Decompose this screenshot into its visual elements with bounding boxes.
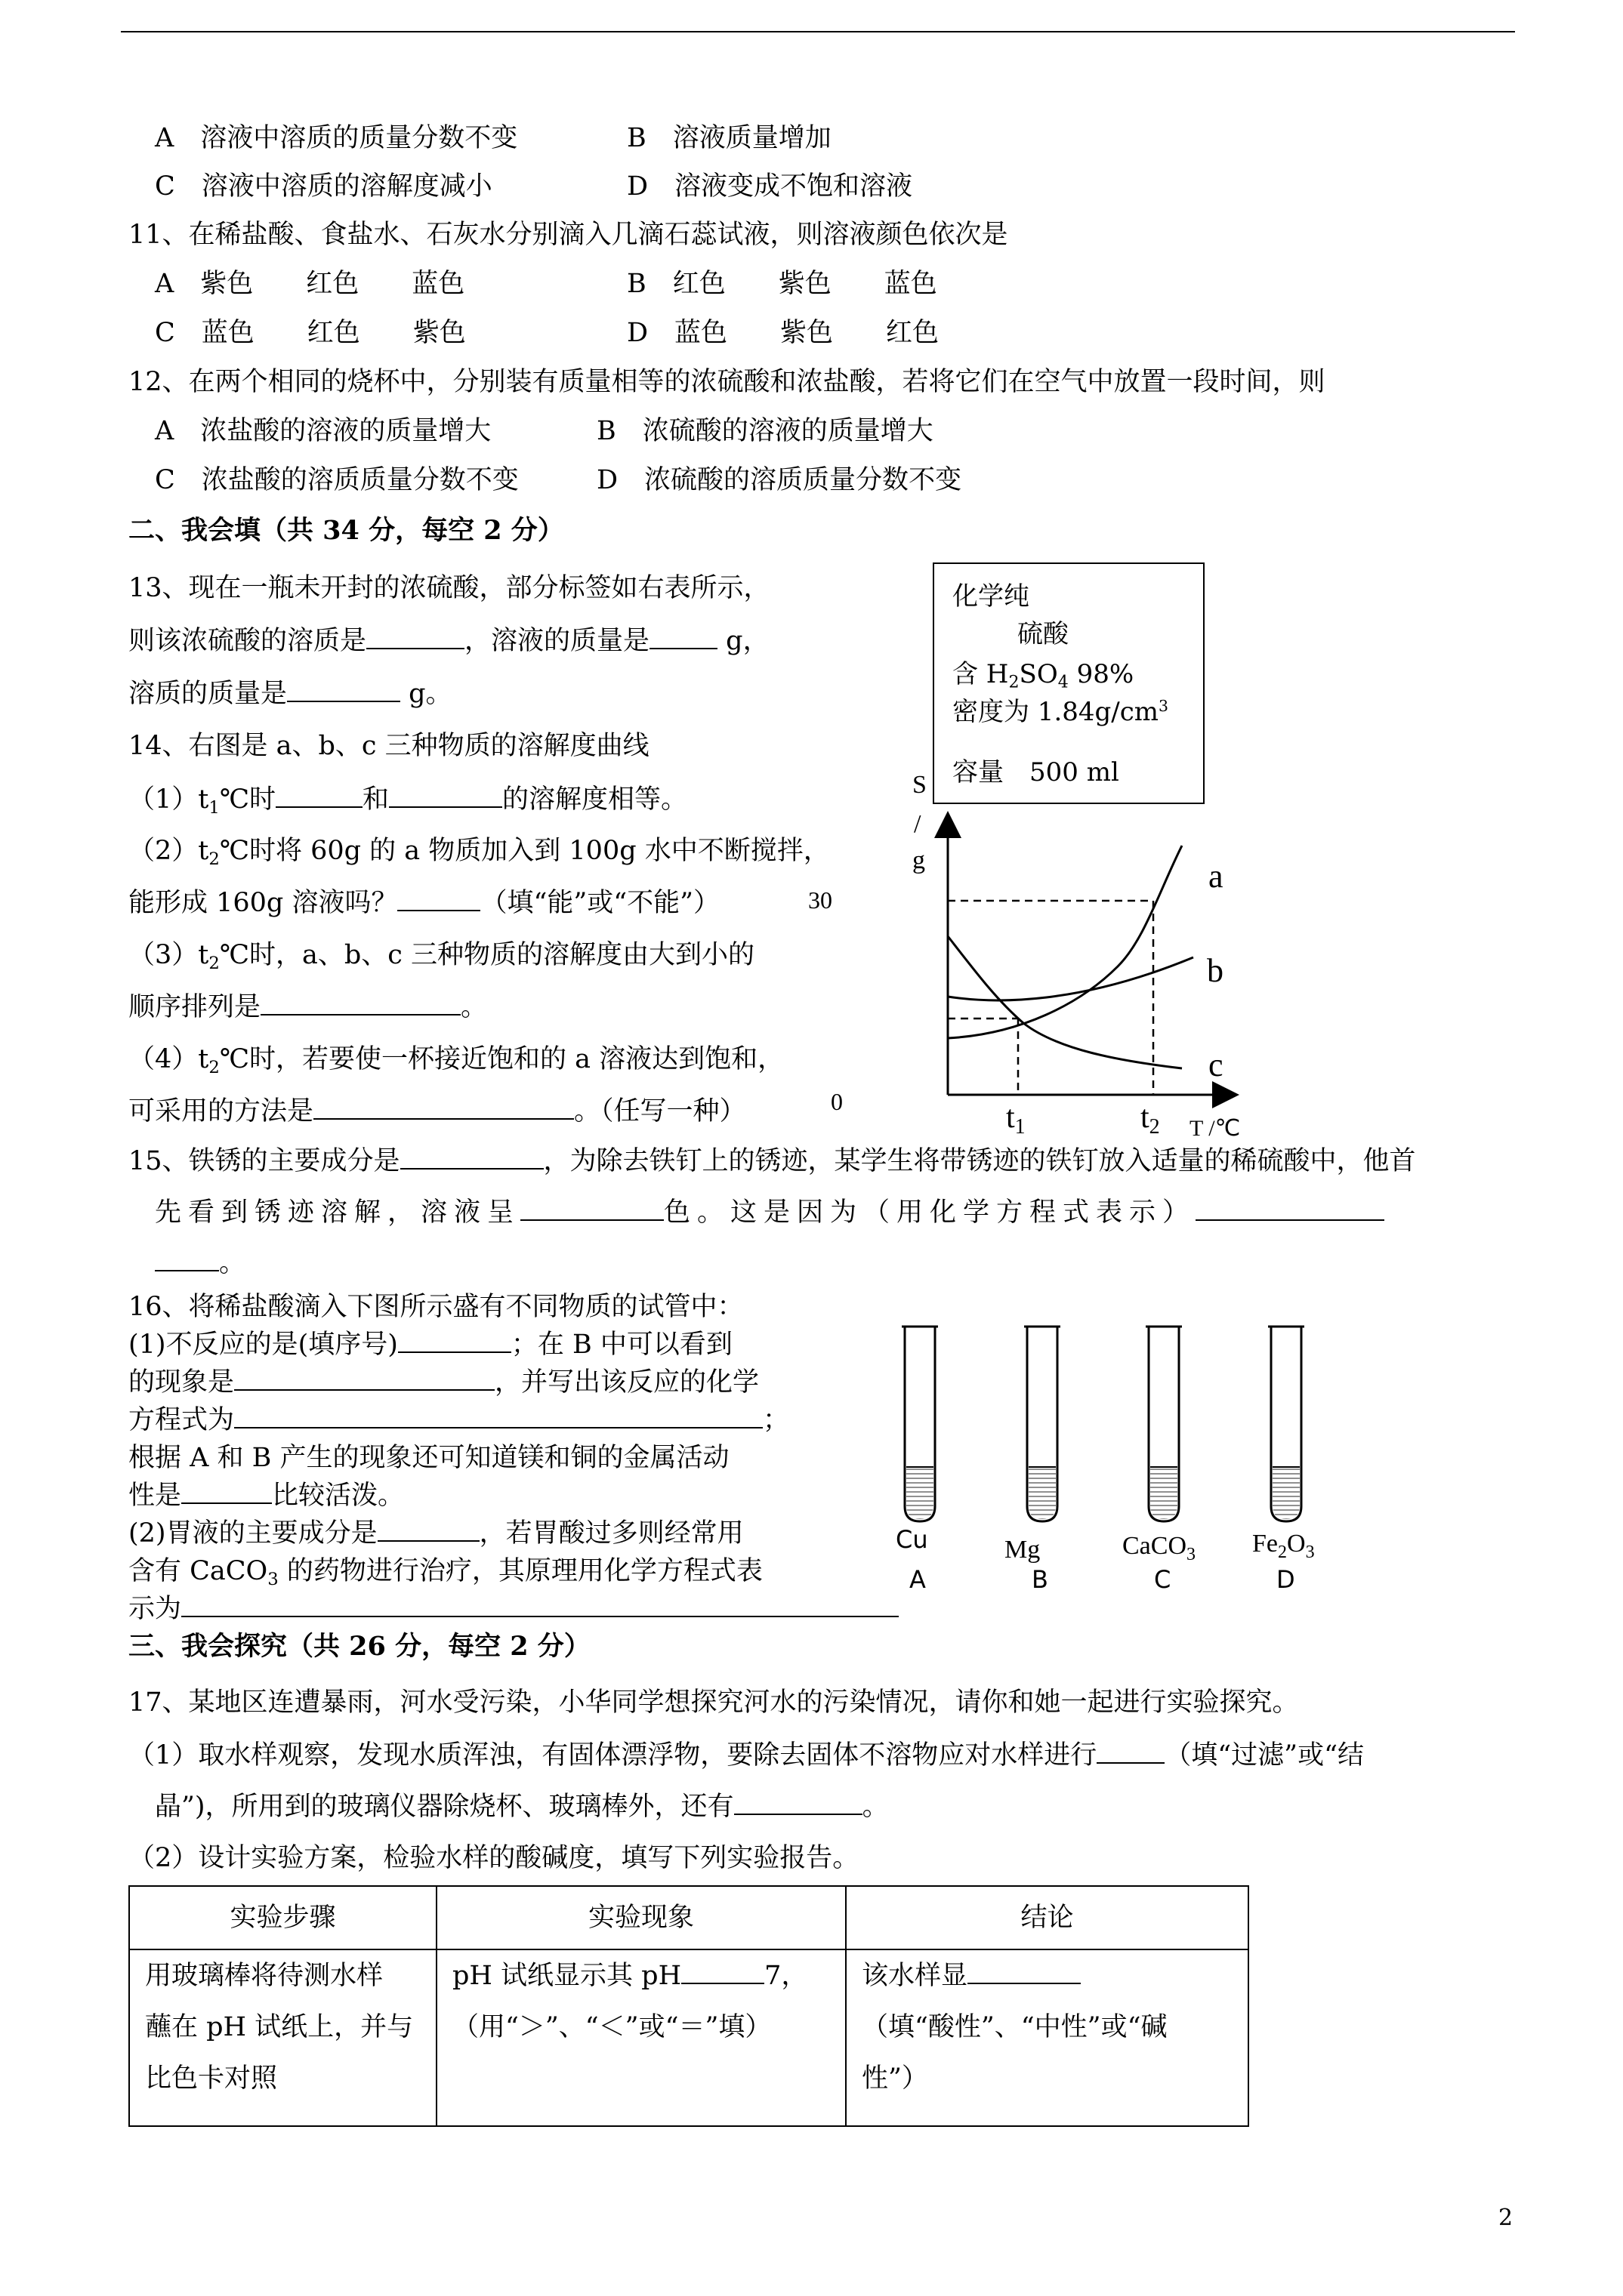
q15-text: ，为除去铁钉上的锈迹，某学生将带锈迹的铁钉放入适量的稀硫酸中，他首 xyxy=(543,1146,1416,1176)
q16-blank-antacid-equation[interactable] xyxy=(181,1593,899,1617)
q14-part2-cont xyxy=(128,887,720,919)
cell-conclusion xyxy=(846,1949,1248,2126)
x-tick-t2: t2 xyxy=(1140,1100,1160,1139)
q14-text: （2）t xyxy=(128,836,209,866)
q16-part1-l2 xyxy=(128,1367,759,1398)
series-label-c: c xyxy=(1208,1046,1223,1083)
table-header-row xyxy=(129,1886,1248,1949)
q13-blank-solute-mass[interactable] xyxy=(287,678,400,702)
curve-b xyxy=(948,957,1193,1000)
q17-blank-instrument[interactable] xyxy=(734,1791,862,1815)
q15-line2 xyxy=(155,1197,1384,1228)
q16-text: 含有 CaCO xyxy=(128,1556,268,1586)
solubility-chart xyxy=(808,763,1241,1141)
q17-part2: （2）设计实验方案，检验水样的酸碱度，填写下列实验报告。 xyxy=(128,1843,859,1873)
conclusion-hint: （填“酸性”、“中性”或“碱 xyxy=(862,2012,1168,2042)
q16-text: 的药物进行治疗，其原理用化学方程式表 xyxy=(278,1556,763,1586)
q14-text: （填“能”或“不能”） xyxy=(480,888,720,918)
label-line5: 容量 500 ml xyxy=(952,757,1119,787)
q14-text: 的溶解度相等。 xyxy=(502,784,688,815)
top-rule xyxy=(121,31,1515,32)
tube-a-substance: Cu xyxy=(896,1525,928,1554)
q14-sub: 2 xyxy=(208,1057,220,1077)
q15-blank-equation[interactable] xyxy=(1196,1197,1384,1221)
label-sub: 4 xyxy=(1057,672,1069,692)
q14-part3-cont xyxy=(128,991,487,1023)
q16-text: 方程式为 xyxy=(128,1405,235,1435)
q16-part1-l1 xyxy=(128,1329,733,1361)
q14-part2 xyxy=(128,835,830,867)
tube-b-substance: Mg xyxy=(1004,1536,1041,1564)
q14-sub: 2 xyxy=(208,849,220,869)
cell-phenomenon xyxy=(437,1949,846,2126)
q15-text: 。 xyxy=(219,1248,246,1278)
q16-part2-l2 xyxy=(128,1555,763,1587)
conclusion-line1 xyxy=(862,1950,1233,2002)
label-text: 密度为 1.84g/cm xyxy=(952,697,1159,727)
conclusion-hint-cont: 性”） xyxy=(862,2063,928,2094)
q15-blank-equation-cont[interactable] xyxy=(155,1247,219,1271)
q14-blank-5[interactable] xyxy=(313,1096,574,1120)
q14-part3 xyxy=(128,939,754,971)
q10-option-c: C 溶液中溶质的溶解度减小 xyxy=(155,171,492,202)
q14-line1: 14、右图是 a、b、c 三种物质的溶解度曲线 xyxy=(128,731,650,761)
experiment-report-table xyxy=(128,1885,1249,2127)
label-text: 含 H xyxy=(952,659,1009,689)
conclusion-blank[interactable] xyxy=(967,1960,1081,1984)
q12-option-b: B 浓硫酸的溶液的质量增大 xyxy=(597,416,933,446)
q10-option-d: D 溶液变成不饱和溶液 xyxy=(627,171,913,202)
tube-b-letter: B xyxy=(1032,1565,1048,1594)
q11-option-b: B 红色 紫色 蓝色 xyxy=(627,269,937,299)
test-tube-d xyxy=(1268,1327,1304,1521)
table-row xyxy=(129,1949,1248,2126)
q16-part2-l3 xyxy=(128,1593,899,1625)
q14-blank-1[interactable] xyxy=(276,784,363,808)
section3-title: 三、我会探究（共 26 分，每空 2 分） xyxy=(128,1631,591,1662)
q16-part1-l3 xyxy=(128,1404,789,1436)
q15-text: 先看到锈迹溶解，溶液呈 xyxy=(155,1197,521,1228)
label-text: 98% xyxy=(1068,659,1134,689)
ph-comparison-blank[interactable] xyxy=(681,1960,764,1984)
y-tick-30: 30 xyxy=(808,886,832,914)
q13-text: ，溶液的质量是 xyxy=(464,626,650,656)
q15-text: 15、铁锈的主要成分是 xyxy=(128,1146,400,1176)
q16-text: ；在 B 中可以看到 xyxy=(511,1330,733,1360)
q12-option-c: C 浓盐酸的溶质质量分数不变 xyxy=(155,465,519,495)
q13-text: g， xyxy=(726,626,770,656)
q13-line3 xyxy=(128,678,452,710)
phenomenon-text: pH 试纸显示其 pH xyxy=(452,1961,682,1991)
tube-d-substance: $Fe_2O_3$ xyxy=(1252,1530,1315,1562)
label-text: SO xyxy=(1019,659,1058,689)
q14-text: 可采用的方法是 xyxy=(128,1096,314,1126)
y-label-s: S xyxy=(912,771,927,799)
y-label-slash: / xyxy=(914,810,921,838)
tube-c-letter: C xyxy=(1154,1565,1171,1594)
q16-text: 的现象是 xyxy=(128,1367,235,1398)
q15-line1 xyxy=(128,1145,1416,1177)
step-line: 蘸在 pH 试纸上，并与 xyxy=(145,2012,414,2042)
test-tubes-figure xyxy=(884,1318,1352,1620)
conclusion-text: 该水样显 xyxy=(862,1961,968,1991)
header-phenomenon: 实验现象 xyxy=(437,1886,846,1949)
q16-blank-no-reaction[interactable] xyxy=(398,1329,511,1353)
q16-stem: 16、将稀盐酸滴入下图所示盛有不同物质的试管中： xyxy=(128,1292,744,1322)
q14-blank-3[interactable] xyxy=(397,887,480,911)
cell-steps xyxy=(129,1949,437,2126)
q14-text: 和 xyxy=(362,784,389,815)
q13-text: 溶质的质量是 xyxy=(128,679,288,709)
q11-option-d: D 蓝色 紫色 红色 xyxy=(627,318,940,348)
q16-blank-phenomenon[interactable] xyxy=(234,1367,495,1391)
q10-option-a: A 溶液中溶质的质量分数不变 xyxy=(155,123,518,153)
q14-blank-2[interactable] xyxy=(389,784,502,808)
test-tube-a xyxy=(902,1327,938,1521)
phenomenon-hint: （用“＞”、“＜”或“＝”填） xyxy=(452,2012,772,2042)
test-tube-b xyxy=(1024,1327,1060,1521)
q17-stem: 17、某地区连遭暴雨，河水受污染，小华同学想探究河水的污染情况，请你和她一起进行实验探究。 xyxy=(128,1687,1299,1718)
q16-text: ； xyxy=(763,1405,790,1435)
curve-c xyxy=(948,936,1182,1068)
header-conclusion: 结论 xyxy=(846,1886,1248,1949)
q16-text: 性是 xyxy=(128,1481,182,1511)
q11-option-a: A 紫色 红色 蓝色 xyxy=(155,269,465,299)
q13-text: g。 xyxy=(409,679,452,709)
q14-text: 。（任写一种） xyxy=(574,1096,746,1126)
q14-text: ℃时将 60g 的 a 物质加入到 100g 水中不断搅拌， xyxy=(219,836,830,866)
q13-line1: 13、现在一瓶未开封的浓硫酸，部分标签如右表所示， xyxy=(128,573,770,603)
phenomenon-line1 xyxy=(452,1950,830,2002)
q16-part1-l4: 根据 A 和 B 产生的现象还可知道镁和铜的金属活动 xyxy=(128,1443,730,1473)
q16-text: ，并写出该反应的化学 xyxy=(495,1367,760,1398)
q17-text: 。 xyxy=(862,1792,889,1822)
series-label-b: b xyxy=(1207,952,1223,989)
q17-part1-l1 xyxy=(128,1740,1364,1771)
q16-blank-metal[interactable] xyxy=(181,1480,272,1504)
label-sup: 3 xyxy=(1159,696,1168,715)
q13-text: 则该浓硫酸的溶质是 xyxy=(128,626,367,656)
q17-text: （1）取水样观察，发现水质浑浊，有固体漂浮物，要除去固体不溶物应对水样进行 xyxy=(128,1740,1097,1771)
q12-stem: 12、在两个相同的烧杯中，分别装有质量相等的浓硫酸和浓盐酸，若将它们在空气中放置一段时间，则 xyxy=(128,367,1325,397)
q11-option-c: C 蓝色 红色 紫色 xyxy=(155,318,466,348)
q16-text: (1)不反应的是(填序号) xyxy=(128,1330,398,1360)
q14-text: ℃时 xyxy=(219,784,276,815)
q13-blank-solute[interactable] xyxy=(366,625,464,649)
series-label-a: a xyxy=(1208,858,1223,895)
q15-line3 xyxy=(155,1247,245,1279)
tube-c-substance: CaCO$_3$ xyxy=(1122,1532,1196,1564)
section2-title: 二、我会填（共 34 分，每空 2 分） xyxy=(128,515,564,546)
q14-text: （1）t xyxy=(128,784,209,815)
q17-text: （填“过滤”或“结 xyxy=(1165,1740,1364,1771)
tube-d-letter: D xyxy=(1276,1565,1295,1594)
q14-text: ℃时，若要使一杯接近饱和的 a 溶液达到饱和， xyxy=(219,1044,785,1074)
q16-text: 比较活泼。 xyxy=(272,1481,405,1511)
label-line1: 化学纯 xyxy=(952,581,1029,612)
label-sub: 2 xyxy=(1008,672,1020,692)
step-line: 比色卡对照 xyxy=(145,2063,278,2094)
q14-text: ℃时，a、b、c 三种物质的溶解度由大到小的 xyxy=(219,940,754,970)
q15-blank-rust[interactable] xyxy=(400,1145,544,1170)
q14-part4 xyxy=(128,1043,784,1075)
label-line3 xyxy=(952,653,1134,690)
q12-option-d: D 浓硫酸的溶质质量分数不变 xyxy=(597,465,962,495)
y-label-g: g xyxy=(912,846,925,874)
q17-text: 晶”)，所用到的玻璃仪器除烧杯、玻璃棒外，还有 xyxy=(155,1792,734,1822)
q12-option-a: A 浓盐酸的溶液的质量增大 xyxy=(155,416,492,446)
q16-part1-l5 xyxy=(128,1480,404,1512)
q14-text: 。 xyxy=(461,992,488,1022)
q13-line2 xyxy=(128,625,770,657)
phenomenon-text: 7， xyxy=(764,1961,808,1991)
q17-part1-l2 xyxy=(155,1791,889,1823)
q14-text: 顺序排列是 xyxy=(128,992,261,1022)
header-steps: 实验步骤 xyxy=(129,1886,437,1949)
q16-blank-gastric[interactable] xyxy=(378,1518,480,1542)
curve-a xyxy=(948,846,1182,1038)
x-tick-t1: t1 xyxy=(1006,1100,1026,1139)
page-number: 2 xyxy=(1498,2205,1513,2231)
q16-text: (2)胃液的主要成分是 xyxy=(128,1518,378,1549)
q11-stem: 11、在稀盐酸、食盐水、石灰水分别滴入几滴石蕊试液，则溶液颜色依次是 xyxy=(128,220,1008,250)
test-tube-c xyxy=(1146,1327,1182,1521)
label-line4 xyxy=(952,691,1168,728)
x-axis-label: T /℃ xyxy=(1189,1116,1241,1141)
q16-part2-l1 xyxy=(128,1518,744,1549)
q14-text: （3）t xyxy=(128,940,209,970)
q16-blank-equation[interactable] xyxy=(234,1404,763,1428)
q13-blank-solution-mass[interactable] xyxy=(650,625,717,649)
q16-text: ，若胃酸过多则经常用 xyxy=(479,1518,744,1549)
q14-text: （4）t xyxy=(128,1044,209,1074)
q10-option-b: B 溶液质量增加 xyxy=(627,123,832,153)
tube-a-letter: A xyxy=(909,1565,926,1594)
step-line: 用玻璃棒将待测水样 xyxy=(145,1961,384,1991)
q14-part1 xyxy=(128,784,688,818)
q14-part4-cont xyxy=(128,1096,746,1127)
q14-text: 能形成 160g 溶液吗？ xyxy=(128,888,398,918)
q16-sub: 3 xyxy=(267,1569,279,1589)
q15-blank-color[interactable] xyxy=(520,1197,664,1221)
q17-blank-method[interactable] xyxy=(1097,1740,1165,1764)
q14-sub: 2 xyxy=(208,953,220,973)
y-tick-0: 0 xyxy=(831,1088,843,1115)
q15-text: 色。这是因为（用化学方程式表示） xyxy=(664,1197,1196,1228)
q14-blank-4[interactable] xyxy=(261,991,461,1015)
q14-sub: 1 xyxy=(208,797,220,818)
label-line2: 硫酸 xyxy=(1017,619,1069,649)
q16-text: 示为 xyxy=(128,1594,182,1624)
